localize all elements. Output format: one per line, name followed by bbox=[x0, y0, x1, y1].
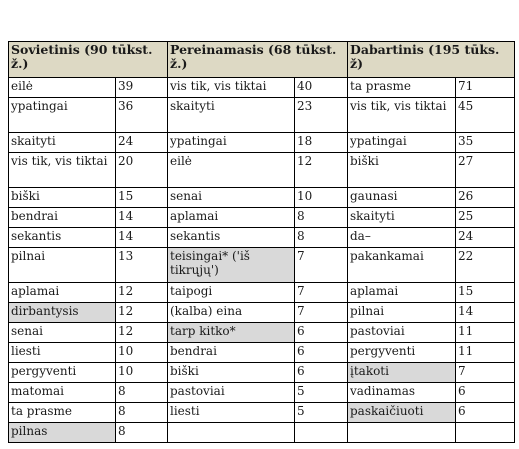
word-cell: ta prasme bbox=[348, 78, 456, 98]
count-cell: 8 bbox=[116, 423, 168, 443]
count-cell: 14 bbox=[456, 303, 515, 323]
word-cell: bendrai bbox=[9, 208, 116, 228]
header-dabartinis: Dabartinis (195 tūks. ž) bbox=[348, 42, 515, 78]
word-cell: vis tik, vis tiktai bbox=[348, 98, 456, 133]
word-cell: eilė bbox=[168, 153, 295, 188]
count-cell: 7 bbox=[295, 283, 348, 303]
word-cell: senai bbox=[168, 188, 295, 208]
word-cell: gaunasi bbox=[348, 188, 456, 208]
word-cell: (kalba) eina bbox=[168, 303, 295, 323]
count-cell: 12 bbox=[116, 323, 168, 343]
table-row bbox=[9, 133, 515, 153]
count-cell: 13 bbox=[116, 248, 168, 283]
count-cell bbox=[295, 423, 348, 443]
count-cell: 6 bbox=[295, 323, 348, 343]
word-cell: ta prasme bbox=[9, 403, 116, 423]
count-cell: 6 bbox=[295, 343, 348, 363]
count-cell: 12 bbox=[116, 303, 168, 323]
table-row bbox=[9, 303, 515, 323]
count-cell: 14 bbox=[116, 208, 168, 228]
word-cell: liesti bbox=[168, 403, 295, 423]
word-cell: aplamai bbox=[168, 208, 295, 228]
count-cell: 22 bbox=[456, 248, 515, 283]
word-cell: biški bbox=[348, 153, 456, 188]
count-cell: 14 bbox=[116, 228, 168, 248]
word-cell: skaityti bbox=[9, 133, 116, 153]
count-cell: 25 bbox=[456, 208, 515, 228]
word-cell: ypatingai bbox=[348, 133, 456, 153]
count-cell: 23 bbox=[295, 98, 348, 133]
table-row bbox=[9, 248, 515, 283]
count-cell: 71 bbox=[456, 78, 515, 98]
count-cell: 27 bbox=[456, 153, 515, 188]
count-cell: 8 bbox=[295, 228, 348, 248]
table-row bbox=[9, 343, 515, 363]
word-cell: pastoviai bbox=[348, 323, 456, 343]
count-cell: 7 bbox=[295, 303, 348, 323]
table-row bbox=[9, 323, 515, 343]
word-cell: liesti bbox=[9, 343, 116, 363]
count-cell: 11 bbox=[456, 323, 515, 343]
count-cell: 8 bbox=[116, 403, 168, 423]
word-cell: eilė bbox=[9, 78, 116, 98]
word-cell-highlighted: tarp kitko* bbox=[168, 323, 295, 343]
word-cell: pilnai bbox=[9, 248, 116, 283]
count-cell bbox=[456, 423, 515, 443]
count-cell: 35 bbox=[456, 133, 515, 153]
count-cell: 10 bbox=[116, 363, 168, 383]
table-row bbox=[9, 383, 515, 403]
table-row bbox=[9, 283, 515, 303]
table-row bbox=[9, 78, 515, 98]
word-cell: pilnai bbox=[348, 303, 456, 323]
word-cell: sekantis bbox=[9, 228, 116, 248]
word-cell: aplamai bbox=[9, 283, 116, 303]
word-cell: vadinamas bbox=[348, 383, 456, 403]
count-cell: 15 bbox=[116, 188, 168, 208]
word-cell: vis tik, vis tiktai bbox=[9, 153, 116, 188]
count-cell: 10 bbox=[116, 343, 168, 363]
table-row bbox=[9, 228, 515, 248]
count-cell: 24 bbox=[456, 228, 515, 248]
count-cell: 40 bbox=[295, 78, 348, 98]
word-cell-highlighted: paskaičiuoti bbox=[348, 403, 456, 423]
word-cell: pakankamai bbox=[348, 248, 456, 283]
word-cell: vis tik, vis tiktai bbox=[168, 78, 295, 98]
word-cell: bendrai bbox=[168, 343, 295, 363]
count-cell: 45 bbox=[456, 98, 515, 133]
table-row bbox=[9, 153, 515, 188]
table-row bbox=[9, 208, 515, 228]
count-cell: 5 bbox=[295, 383, 348, 403]
word-cell: ypatingai bbox=[168, 133, 295, 153]
count-cell: 6 bbox=[456, 383, 515, 403]
table-row bbox=[9, 363, 515, 383]
word-cell: biški bbox=[9, 188, 116, 208]
word-cell: matomai bbox=[9, 383, 116, 403]
count-cell: 39 bbox=[116, 78, 168, 98]
count-cell: 10 bbox=[295, 188, 348, 208]
word-cell: ypatingai bbox=[9, 98, 116, 133]
word-cell: da– bbox=[348, 228, 456, 248]
word-cell: sekantis bbox=[168, 228, 295, 248]
count-cell: 36 bbox=[116, 98, 168, 133]
count-cell: 8 bbox=[116, 383, 168, 403]
count-cell: 6 bbox=[295, 363, 348, 383]
count-cell: 8 bbox=[295, 208, 348, 228]
table-header-row bbox=[9, 42, 515, 78]
count-cell: 12 bbox=[116, 283, 168, 303]
word-frequency-table bbox=[8, 41, 515, 443]
word-cell: biški bbox=[168, 363, 295, 383]
word-cell: skaityti bbox=[168, 98, 295, 133]
word-cell: pergyventi bbox=[348, 343, 456, 363]
word-cell: skaityti bbox=[348, 208, 456, 228]
table-row bbox=[9, 98, 515, 133]
word-cell: pastoviai bbox=[168, 383, 295, 403]
count-cell: 24 bbox=[116, 133, 168, 153]
count-cell: 6 bbox=[456, 403, 515, 423]
word-cell bbox=[168, 423, 295, 443]
count-cell: 20 bbox=[116, 153, 168, 188]
header-sovietinis: Sovietinis (90 tūkst. ž.) bbox=[9, 42, 168, 78]
header-pereinamasis: Pereinamasis (68 tūkst. ž.) bbox=[168, 42, 348, 78]
table-row bbox=[9, 423, 515, 443]
table-row bbox=[9, 188, 515, 208]
count-cell: 12 bbox=[295, 153, 348, 188]
count-cell: 11 bbox=[456, 343, 515, 363]
word-cell-highlighted: dirbantysis bbox=[9, 303, 116, 323]
word-cell: aplamai bbox=[348, 283, 456, 303]
word-cell: pergyventi bbox=[9, 363, 116, 383]
count-cell: 7 bbox=[295, 248, 348, 283]
count-cell: 18 bbox=[295, 133, 348, 153]
table-row bbox=[9, 403, 515, 423]
word-cell bbox=[348, 423, 456, 443]
count-cell: 15 bbox=[456, 283, 515, 303]
word-cell: senai bbox=[9, 323, 116, 343]
count-cell: 5 bbox=[295, 403, 348, 423]
word-cell-highlighted: pilnas bbox=[9, 423, 116, 443]
word-cell-highlighted: įtakoti bbox=[348, 363, 456, 383]
count-cell: 26 bbox=[456, 188, 515, 208]
word-cell-highlighted: teisingai* ('iš tikrųjų') bbox=[168, 248, 295, 283]
count-cell: 7 bbox=[456, 363, 515, 383]
word-cell: taipogi bbox=[168, 283, 295, 303]
